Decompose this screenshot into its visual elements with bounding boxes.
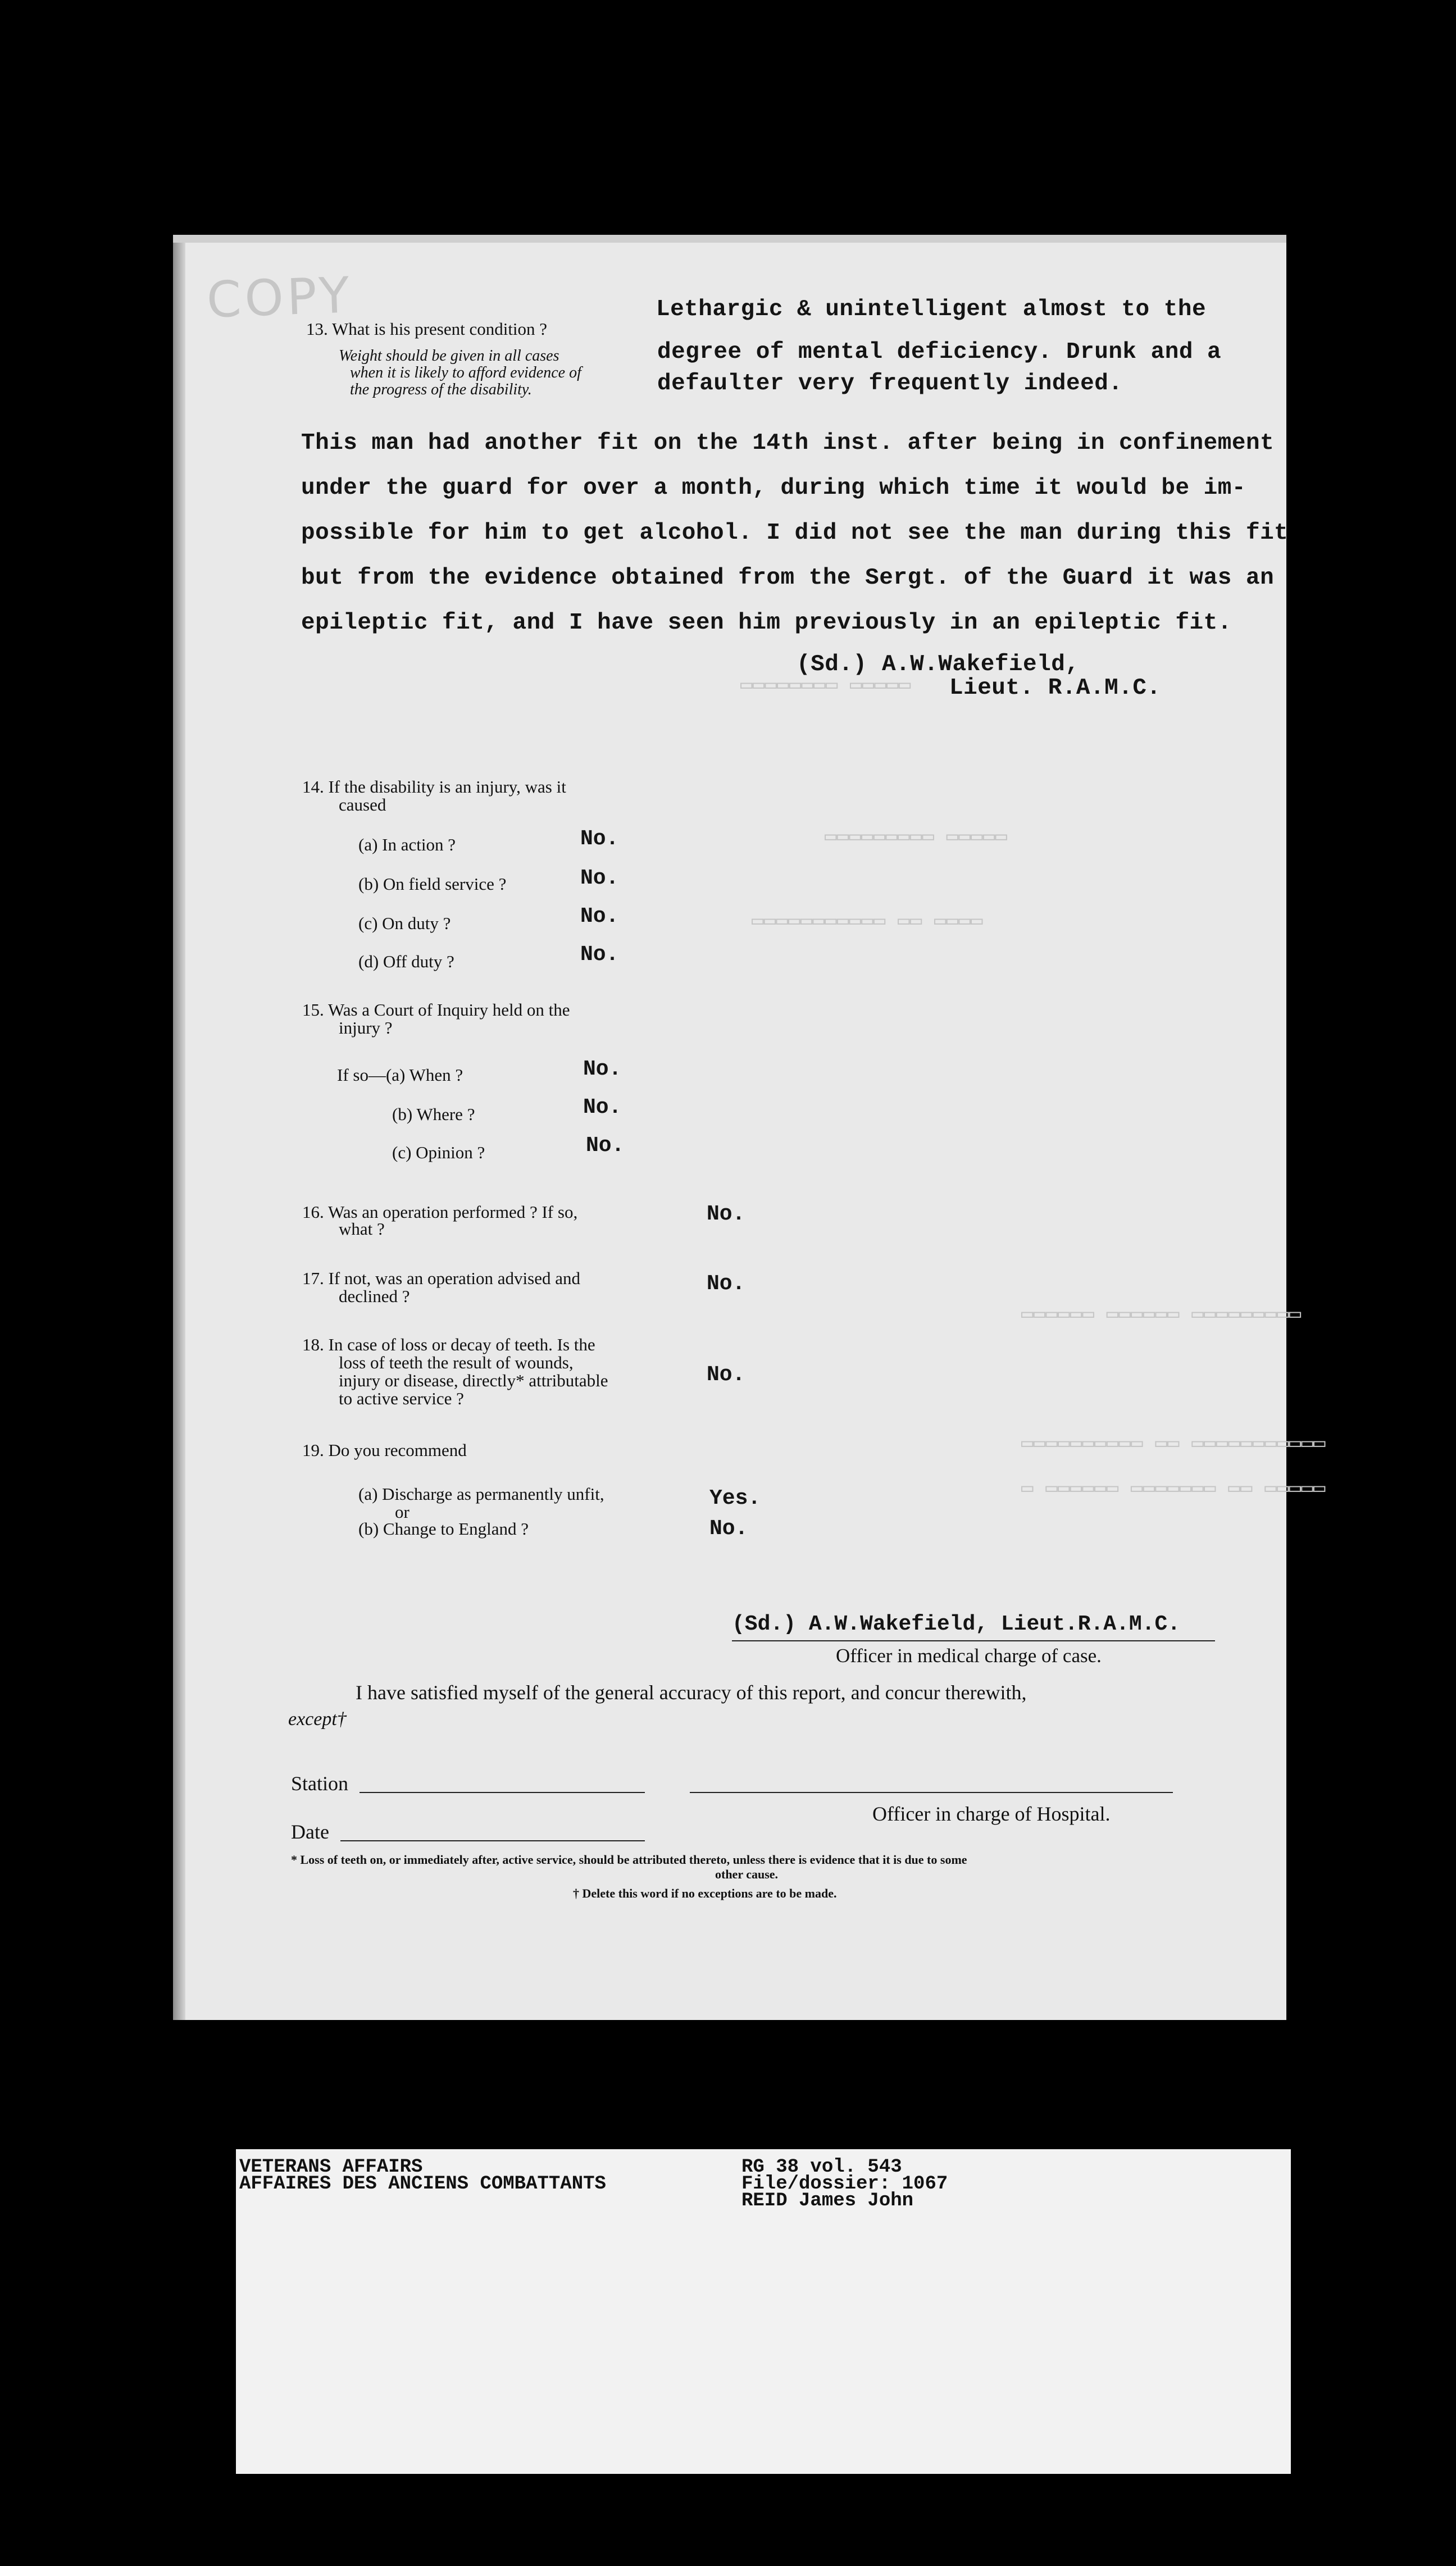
q14-item-answer: No. <box>580 904 619 929</box>
q17-question: declined ? <box>339 1286 410 1306</box>
agency-name-fr: AFFAIRES DES ANCIENS COMBATTANTS <box>239 2173 606 2195</box>
q18-question: injury or disease, directly* attributable <box>339 1371 608 1390</box>
q17-question: 17. If not, was an operation advised and <box>302 1268 581 1288</box>
signature-role: Officer in medical charge of case. <box>836 1645 1102 1667</box>
q14-question: caused <box>339 795 386 815</box>
q15-item-label: (c) Opinion ? <box>392 1143 485 1162</box>
q17-answer: No. <box>707 1272 745 1296</box>
station-label: Station <box>291 1772 349 1795</box>
bleed-through-mark: ▭▭▭▭▭▭▭▭▭▭ ▭▭ ▭▭▭▭▭▭▭▭▭▭▭ <box>1021 1432 1326 1455</box>
bleed-through-mark: ▭▭▭▭▭▭ ▭▭▭▭▭▭ ▭▭▭▭▭▭▭▭▭ <box>1021 1303 1302 1326</box>
q19-item-label: (a) Discharge as permanently unfit, <box>358 1484 604 1504</box>
hospital-officer-caption: Officer in charge of Hospital. <box>872 1803 1111 1825</box>
signature-name: A.W.Wakefield, <box>882 652 1080 677</box>
q15-item-label: (b) Where ? <box>392 1104 475 1124</box>
station-field-line[interactable] <box>360 1792 645 1793</box>
q13-question: 13. What is his present condition ? <box>306 319 548 339</box>
narrative-line: under the guard for over a month, during which time it would be im- <box>301 475 1246 501</box>
copy-stamp: COPY <box>206 266 354 329</box>
q13-answer-line: defaulter very frequently indeed. <box>657 371 1123 397</box>
footnote-teeth: * Loss of teeth on, or immediately after, active service, should be attributed thereto, unless there is evidence that it is due to some <box>291 1853 967 1867</box>
q14-item-label: (a) In action ? <box>358 835 456 854</box>
document-page <box>173 235 1326 2020</box>
q15-item-answer: No. <box>586 1134 625 1158</box>
signature-sd: (Sd.) <box>797 652 867 677</box>
q14-item-label: (c) On duty ? <box>358 913 451 933</box>
q18-question: 18. In case of loss or decay of teeth. Is the <box>302 1335 595 1354</box>
q14-item-answer: No. <box>580 866 619 890</box>
q15-item-label: If so—(a) When ? <box>337 1065 463 1085</box>
q16-question: what ? <box>339 1219 385 1239</box>
bleed-through-mark: ▭▭▭▭▭▭▭▭▭ ▭▭▭▭▭ <box>825 826 1008 849</box>
q19-item-label: (b) Change to England ? <box>358 1519 529 1539</box>
q16-question: 16. Was an operation performed ? If so, <box>302 1202 578 1222</box>
q14-item-answer: No. <box>580 943 619 967</box>
signature-rule <box>732 1640 1215 1641</box>
signature-rank: Lieut. R.A.M.C. <box>949 675 1161 701</box>
q19-question: 19. Do you recommend <box>302 1440 467 1460</box>
page-top-edge <box>173 235 1286 243</box>
footnote-delete: † Delete this word if no exceptions are to be made. <box>573 1886 837 1900</box>
hospital-officer-signature-line[interactable] <box>690 1792 1173 1793</box>
archive-file-number: File/dossier: 1067 <box>741 2173 948 2195</box>
bleed-through-mark: ▭▭▭▭▭▭▭▭▭▭▭ ▭▭ ▭▭▭▭ <box>752 910 983 933</box>
q15-item-answer: No. <box>583 1057 622 1081</box>
date-label: Date <box>291 1821 329 1843</box>
q15-question: injury ? <box>339 1018 393 1038</box>
q13-note-line: when it is likely to afford evidence of <box>350 364 581 381</box>
except-word: except† <box>288 1709 347 1730</box>
q18-answer: No. <box>707 1363 745 1387</box>
q19-item-answer: No. <box>709 1517 748 1541</box>
archive-subject-name: REID James John <box>741 2190 914 2212</box>
q14-item-answer: No. <box>580 827 619 851</box>
q15-item-answer: No. <box>583 1095 622 1120</box>
agency-name-en: VETERANS AFFAIRS <box>239 2156 423 2178</box>
bleed-through-mark: ▭▭▭▭▭▭▭▭ ▭▭▭▭▭ <box>740 674 911 697</box>
bleed-through-mark: ▭ ▭▭▭▭▭▭ ▭▭▭▭▭▭▭ ▭▭ ▭▭▭▭▭ <box>1021 1477 1326 1500</box>
narrative-line: epileptic fit, and I have seen him previously in an epileptic fit. <box>301 610 1232 636</box>
archive-reference-label <box>236 2149 1291 2474</box>
narrative-line: but from the evidence obtained from the Sergt. of the Guard it was an <box>301 565 1275 591</box>
footnote-teeth: other cause. <box>715 1867 779 1881</box>
q13-note-line: the progress of the disability. <box>350 381 532 398</box>
q15-question: 15. Was a Court of Inquiry held on the <box>302 1000 570 1020</box>
date-field-line[interactable] <box>340 1840 645 1841</box>
q18-question: loss of teeth the result of wounds, <box>339 1353 574 1372</box>
narrative-line: This man had another fit on the 14th inst. after being in confinement <box>301 430 1275 456</box>
concur-statement: I have satisfied myself of the general accuracy of this report, and concur therewith, <box>356 1681 1027 1704</box>
q14-item-label: (b) On field service ? <box>358 874 507 894</box>
q16-answer: No. <box>707 1202 745 1226</box>
q19-or: or <box>395 1502 410 1522</box>
q13-answer-line: Lethargic & unintelligent almost to the <box>656 297 1207 322</box>
q19-item-answer: Yes. <box>709 1486 761 1511</box>
archive-volume: RG 38 vol. 543 <box>741 2156 902 2178</box>
q18-question: to active service ? <box>339 1389 464 1408</box>
q13-note-line: Weight should be given in all cases <box>339 347 559 365</box>
signature-line-2: (Sd.) A.W.Wakefield, Lieut.R.A.M.C. <box>732 1612 1181 1636</box>
q13-answer-line: degree of mental deficiency. Drunk and a <box>657 339 1222 365</box>
q14-question: 14. If the disability is an injury, was it <box>302 777 566 797</box>
narrative-line: possible for him to get alcohol. I did not see the man during this fit <box>301 520 1289 546</box>
q14-item-label: (d) Off duty ? <box>358 952 454 971</box>
page-edge-shadow <box>173 235 185 2020</box>
